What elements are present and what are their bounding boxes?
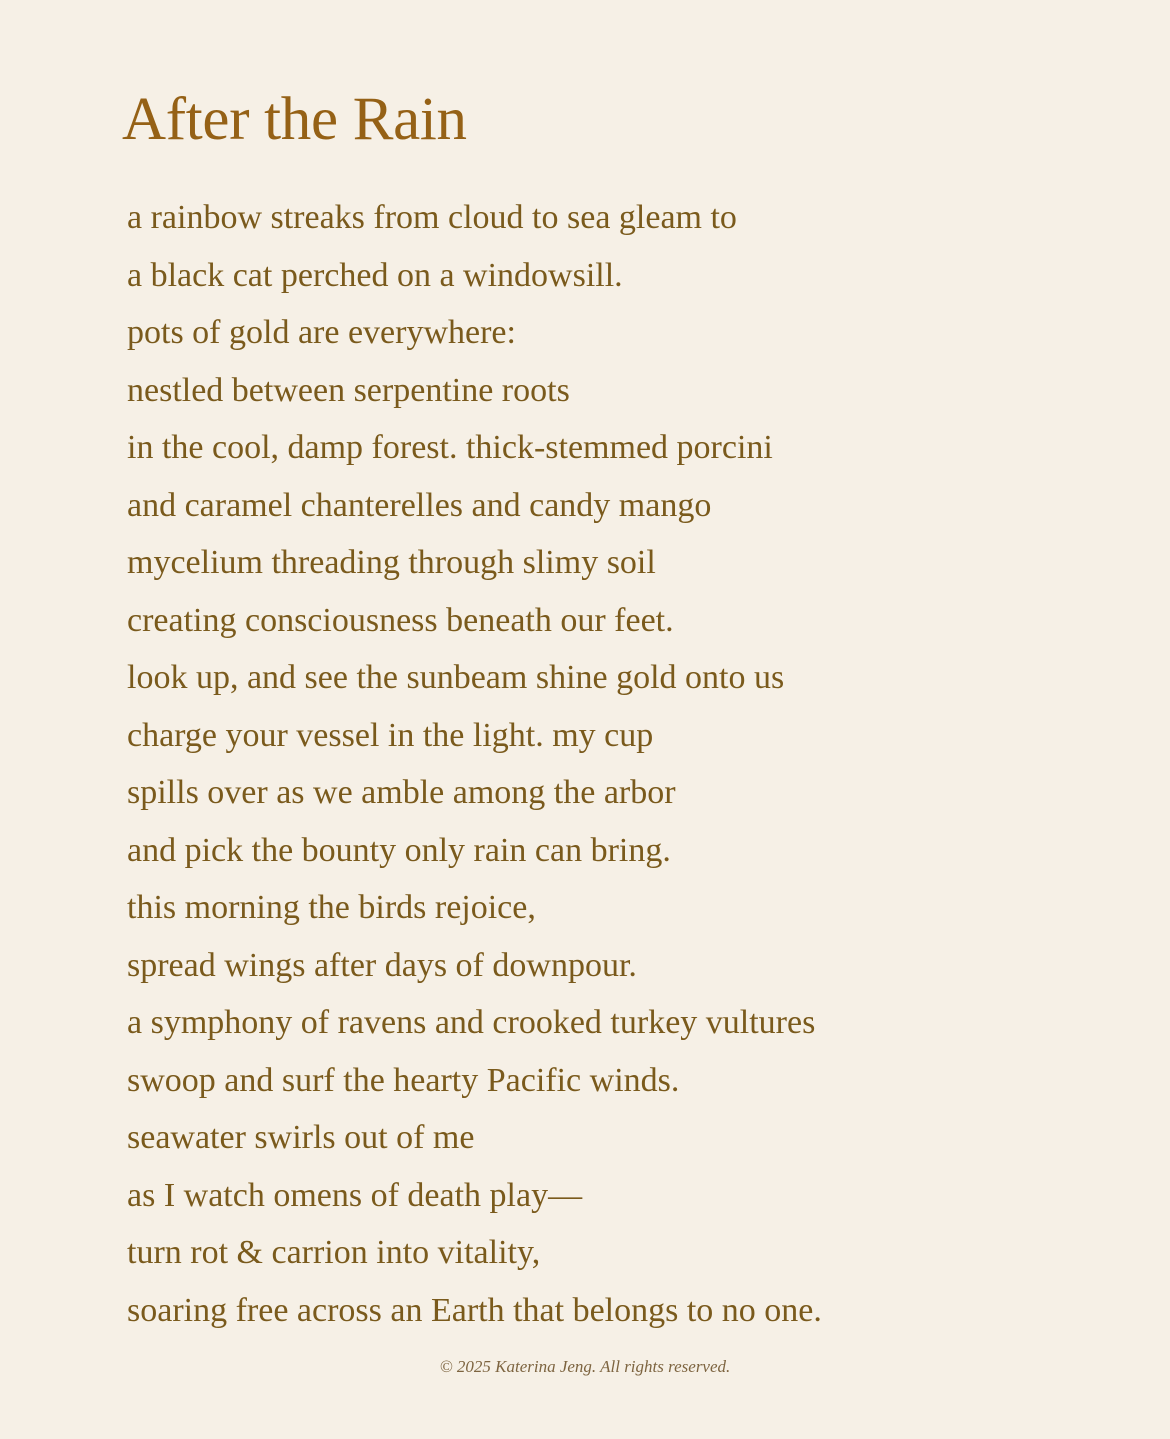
poem-line: look up, and see the sunbeam shine gold onto us [127, 659, 785, 696]
poem-line: and caramel chanterelles and candy mango [127, 486, 712, 524]
poem-line: soaring free across an Earth that belongs to no one. [127, 1291, 822, 1329]
poem-line: a black cat perched on a windowsill. [127, 256, 623, 294]
poem-line: this morning the birds rejoice, [127, 889, 536, 926]
poem-body [127, 189, 822, 1339]
poem-line: mycelium threading through slimy soil [127, 544, 656, 581]
poem-line: a symphony of ravens and crooked turkey vultures [127, 1004, 816, 1041]
poem-line: charge your vessel in the light. my cup [127, 716, 654, 754]
poem-line: a rainbow streaks from cloud to sea gleam to [127, 199, 737, 236]
poem-line: spread wings after days of downpour. [127, 946, 637, 984]
poem-line: swoop and surf the hearty Pacific winds. [127, 1061, 680, 1099]
poem-line: spills over as we amble among the arbor [127, 774, 676, 811]
poem-line: pots of gold are everywhere: [127, 314, 516, 351]
poem-line: and pick the bounty only rain can bring. [127, 831, 671, 869]
poem-line: creating consciousness beneath our feet. [127, 601, 674, 639]
copyright-notice: © 2025 Katerina Jeng. All rights reserved. [439, 1357, 731, 1376]
poem-line: seawater swirls out of me [127, 1119, 475, 1156]
poem-line: turn rot & carrion into vitality, [127, 1234, 541, 1271]
poem-line: as I watch omens of death play— [127, 1176, 583, 1214]
poem-line: in the cool, damp forest. thick-stemmed porcini [127, 429, 773, 466]
poem-line: nestled between serpentine roots [127, 371, 570, 409]
poem-title: After the Rain [122, 86, 467, 153]
